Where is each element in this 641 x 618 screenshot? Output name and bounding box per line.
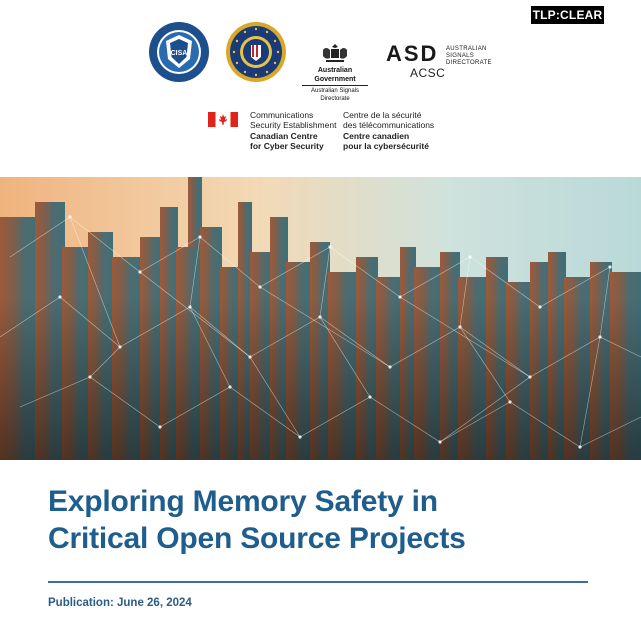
cse-fr-line1: Centre de la sécurité <box>343 110 422 120</box>
title-line-2: Critical Open Source Projects <box>48 522 466 555</box>
cse-en-line3: Canadian Centre <box>250 131 318 141</box>
cse-french-block <box>343 110 434 151</box>
fbi-seal-icon <box>225 21 287 83</box>
publication-date: Publication: June 26, 2024 <box>48 597 192 609</box>
cisa-seal-icon <box>148 21 210 83</box>
asd-mark: ASD <box>386 41 439 66</box>
title-rule <box>48 581 588 583</box>
canada-flag-icon <box>208 112 238 127</box>
city-network-image <box>0 177 641 460</box>
document-title <box>48 483 608 557</box>
asd-logo <box>386 41 492 66</box>
australian-government-logo <box>298 42 372 103</box>
cse-en-line2: Security Establishment <box>250 120 337 130</box>
cse-fr-line2: des télécommunications <box>343 120 435 130</box>
title-line-1: Exploring Memory Safety in <box>48 485 438 518</box>
cse-en-line1: Communications <box>250 110 314 120</box>
cover-image <box>0 177 641 460</box>
asd-full-name: Australian Signals Directorate <box>310 88 360 102</box>
coat-of-arms-icon <box>320 42 350 64</box>
divider <box>302 85 368 86</box>
cse-english-block <box>250 110 336 151</box>
tlp-marking: TLP:CLEAR <box>532 8 603 22</box>
cisa-label: CISA <box>170 50 188 57</box>
cse-en-line4: for Cyber Security <box>250 141 324 151</box>
cse-fr-line3: Centre canadien <box>343 131 410 141</box>
australian-government-text: Australian Government <box>314 67 356 83</box>
cse-fr-line4: pour la cybersécurité <box>343 141 429 151</box>
asd-subtitle: AUSTRALIAN SIGNALS DIRECTORATE <box>446 46 492 66</box>
acsc-mark: ACSC <box>410 66 446 80</box>
